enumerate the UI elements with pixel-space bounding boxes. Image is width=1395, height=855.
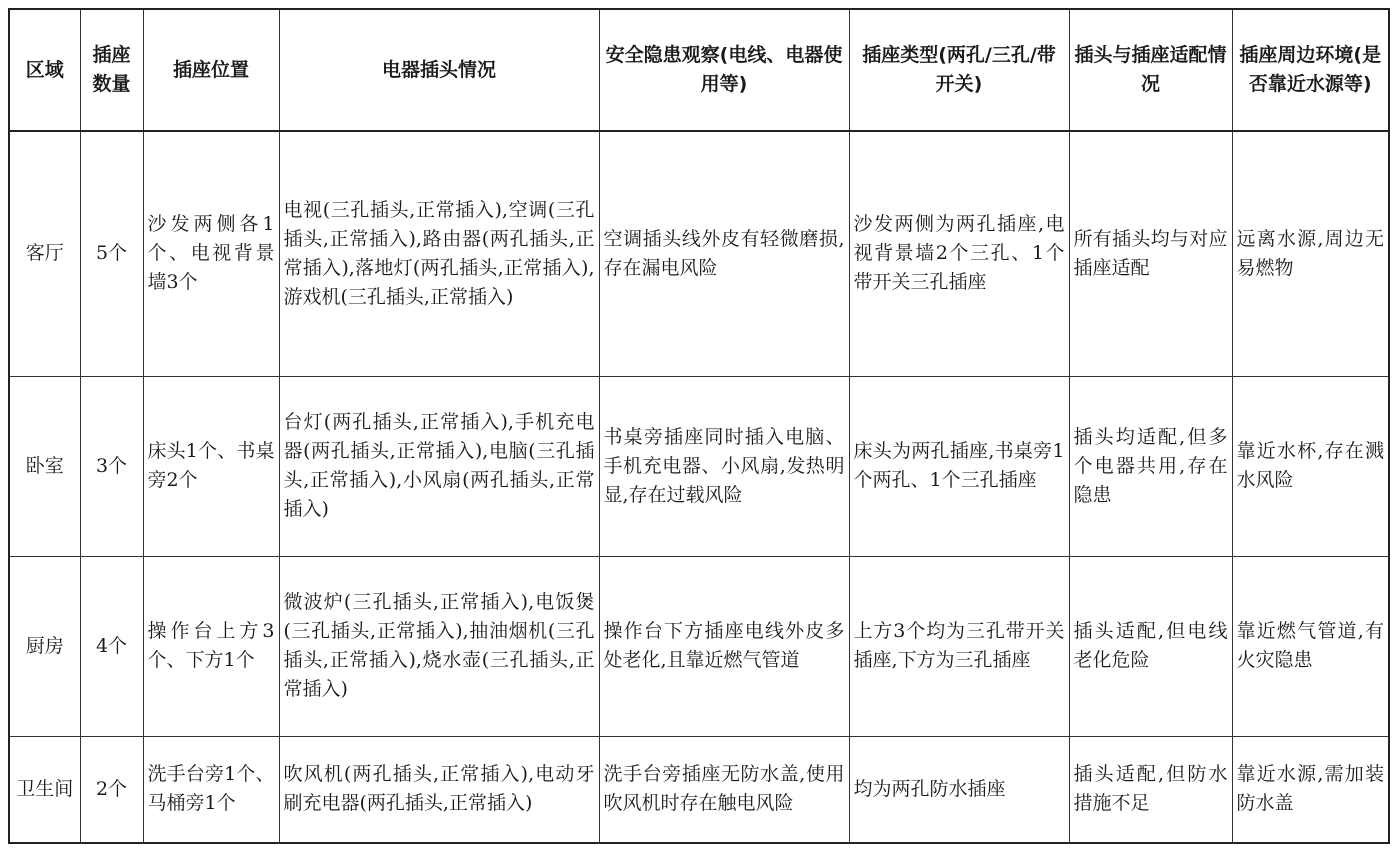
cell-fit: 所有插头均与对应插座适配 [1069, 131, 1232, 376]
cell-environment: 靠近燃气管道,有火灾隐患 [1232, 556, 1389, 736]
cell-plugs: 台灯(两孔插头,正常插入),手机充电器(两孔插头,正常插入),电脑(三孔插头,正常插入),小风扇(两孔插头,正常插入) [279, 376, 599, 556]
table-row [9, 131, 1389, 376]
cell-count: 4个 [80, 556, 143, 736]
header-plugs: 电器插头情况 [279, 9, 599, 131]
header-fit: 插头与插座适配情况 [1069, 9, 1232, 131]
header-count: 插座数量 [80, 9, 143, 131]
cell-area: 卫生间 [9, 736, 80, 843]
socket-survey-table [8, 8, 1390, 844]
cell-location: 沙发两侧各1个、电视背景墙3个 [143, 131, 279, 376]
table-row [9, 556, 1389, 736]
header-hazard: 安全隐患观察(电线、电器使用等) [599, 9, 849, 131]
cell-type: 床头为两孔插座,书桌旁1个两孔、1个三孔插座 [849, 376, 1069, 556]
cell-hazard: 空调插头线外皮有轻微磨损,存在漏电风险 [599, 131, 849, 376]
cell-fit: 插头适配,但防水措施不足 [1069, 736, 1232, 843]
cell-hazard: 书桌旁插座同时插入电脑、手机充电器、小风扇,发热明显,存在过载风险 [599, 376, 849, 556]
cell-plugs: 电视(三孔插头,正常插入),空调(三孔插头,正常插入),路由器(两孔插头,正常插入),落地灯(两孔插头,正常插入),游戏机(三孔插头,正常插入) [279, 131, 599, 376]
cell-area: 厨房 [9, 556, 80, 736]
cell-type: 上方3个均为三孔带开关插座,下方为三孔插座 [849, 556, 1069, 736]
cell-count: 5个 [80, 131, 143, 376]
table-row [9, 736, 1389, 843]
table-row [9, 376, 1389, 556]
cell-environment: 远离水源,周边无易燃物 [1232, 131, 1389, 376]
header-area: 区域 [9, 9, 80, 131]
cell-area: 客厅 [9, 131, 80, 376]
cell-location: 操作台上方3个、下方1个 [143, 556, 279, 736]
header-environment: 插座周边环境(是否靠近水源等) [1232, 9, 1389, 131]
cell-fit: 插头均适配,但多个电器共用,存在隐患 [1069, 376, 1232, 556]
header-location: 插座位置 [143, 9, 279, 131]
cell-hazard: 洗手台旁插座无防水盖,使用吹风机时存在触电风险 [599, 736, 849, 843]
document-page [8, 8, 1390, 844]
cell-count: 2个 [80, 736, 143, 843]
cell-location: 洗手台旁1个、马桶旁1个 [143, 736, 279, 843]
cell-location: 床头1个、书桌旁2个 [143, 376, 279, 556]
header-type: 插座类型(两孔/三孔/带开关) [849, 9, 1069, 131]
cell-plugs: 微波炉(三孔插头,正常插入),电饭煲(三孔插头,正常插入),抽油烟机(三孔插头,正常插入),烧水壶(三孔插头,正常插入) [279, 556, 599, 736]
cell-environment: 靠近水源,需加装防水盖 [1232, 736, 1389, 843]
cell-count: 3个 [80, 376, 143, 556]
table-header-row [9, 9, 1389, 131]
cell-type: 沙发两侧为两孔插座,电视背景墙2个三孔、1个带开关三孔插座 [849, 131, 1069, 376]
cell-hazard: 操作台下方插座电线外皮多处老化,且靠近燃气管道 [599, 556, 849, 736]
cell-fit: 插头适配,但电线老化危险 [1069, 556, 1232, 736]
cell-plugs: 吹风机(两孔插头,正常插入),电动牙刷充电器(两孔插头,正常插入) [279, 736, 599, 843]
cell-area: 卧室 [9, 376, 80, 556]
cell-environment: 靠近水杯,存在溅水风险 [1232, 376, 1389, 556]
cell-type: 均为两孔防水插座 [849, 736, 1069, 843]
